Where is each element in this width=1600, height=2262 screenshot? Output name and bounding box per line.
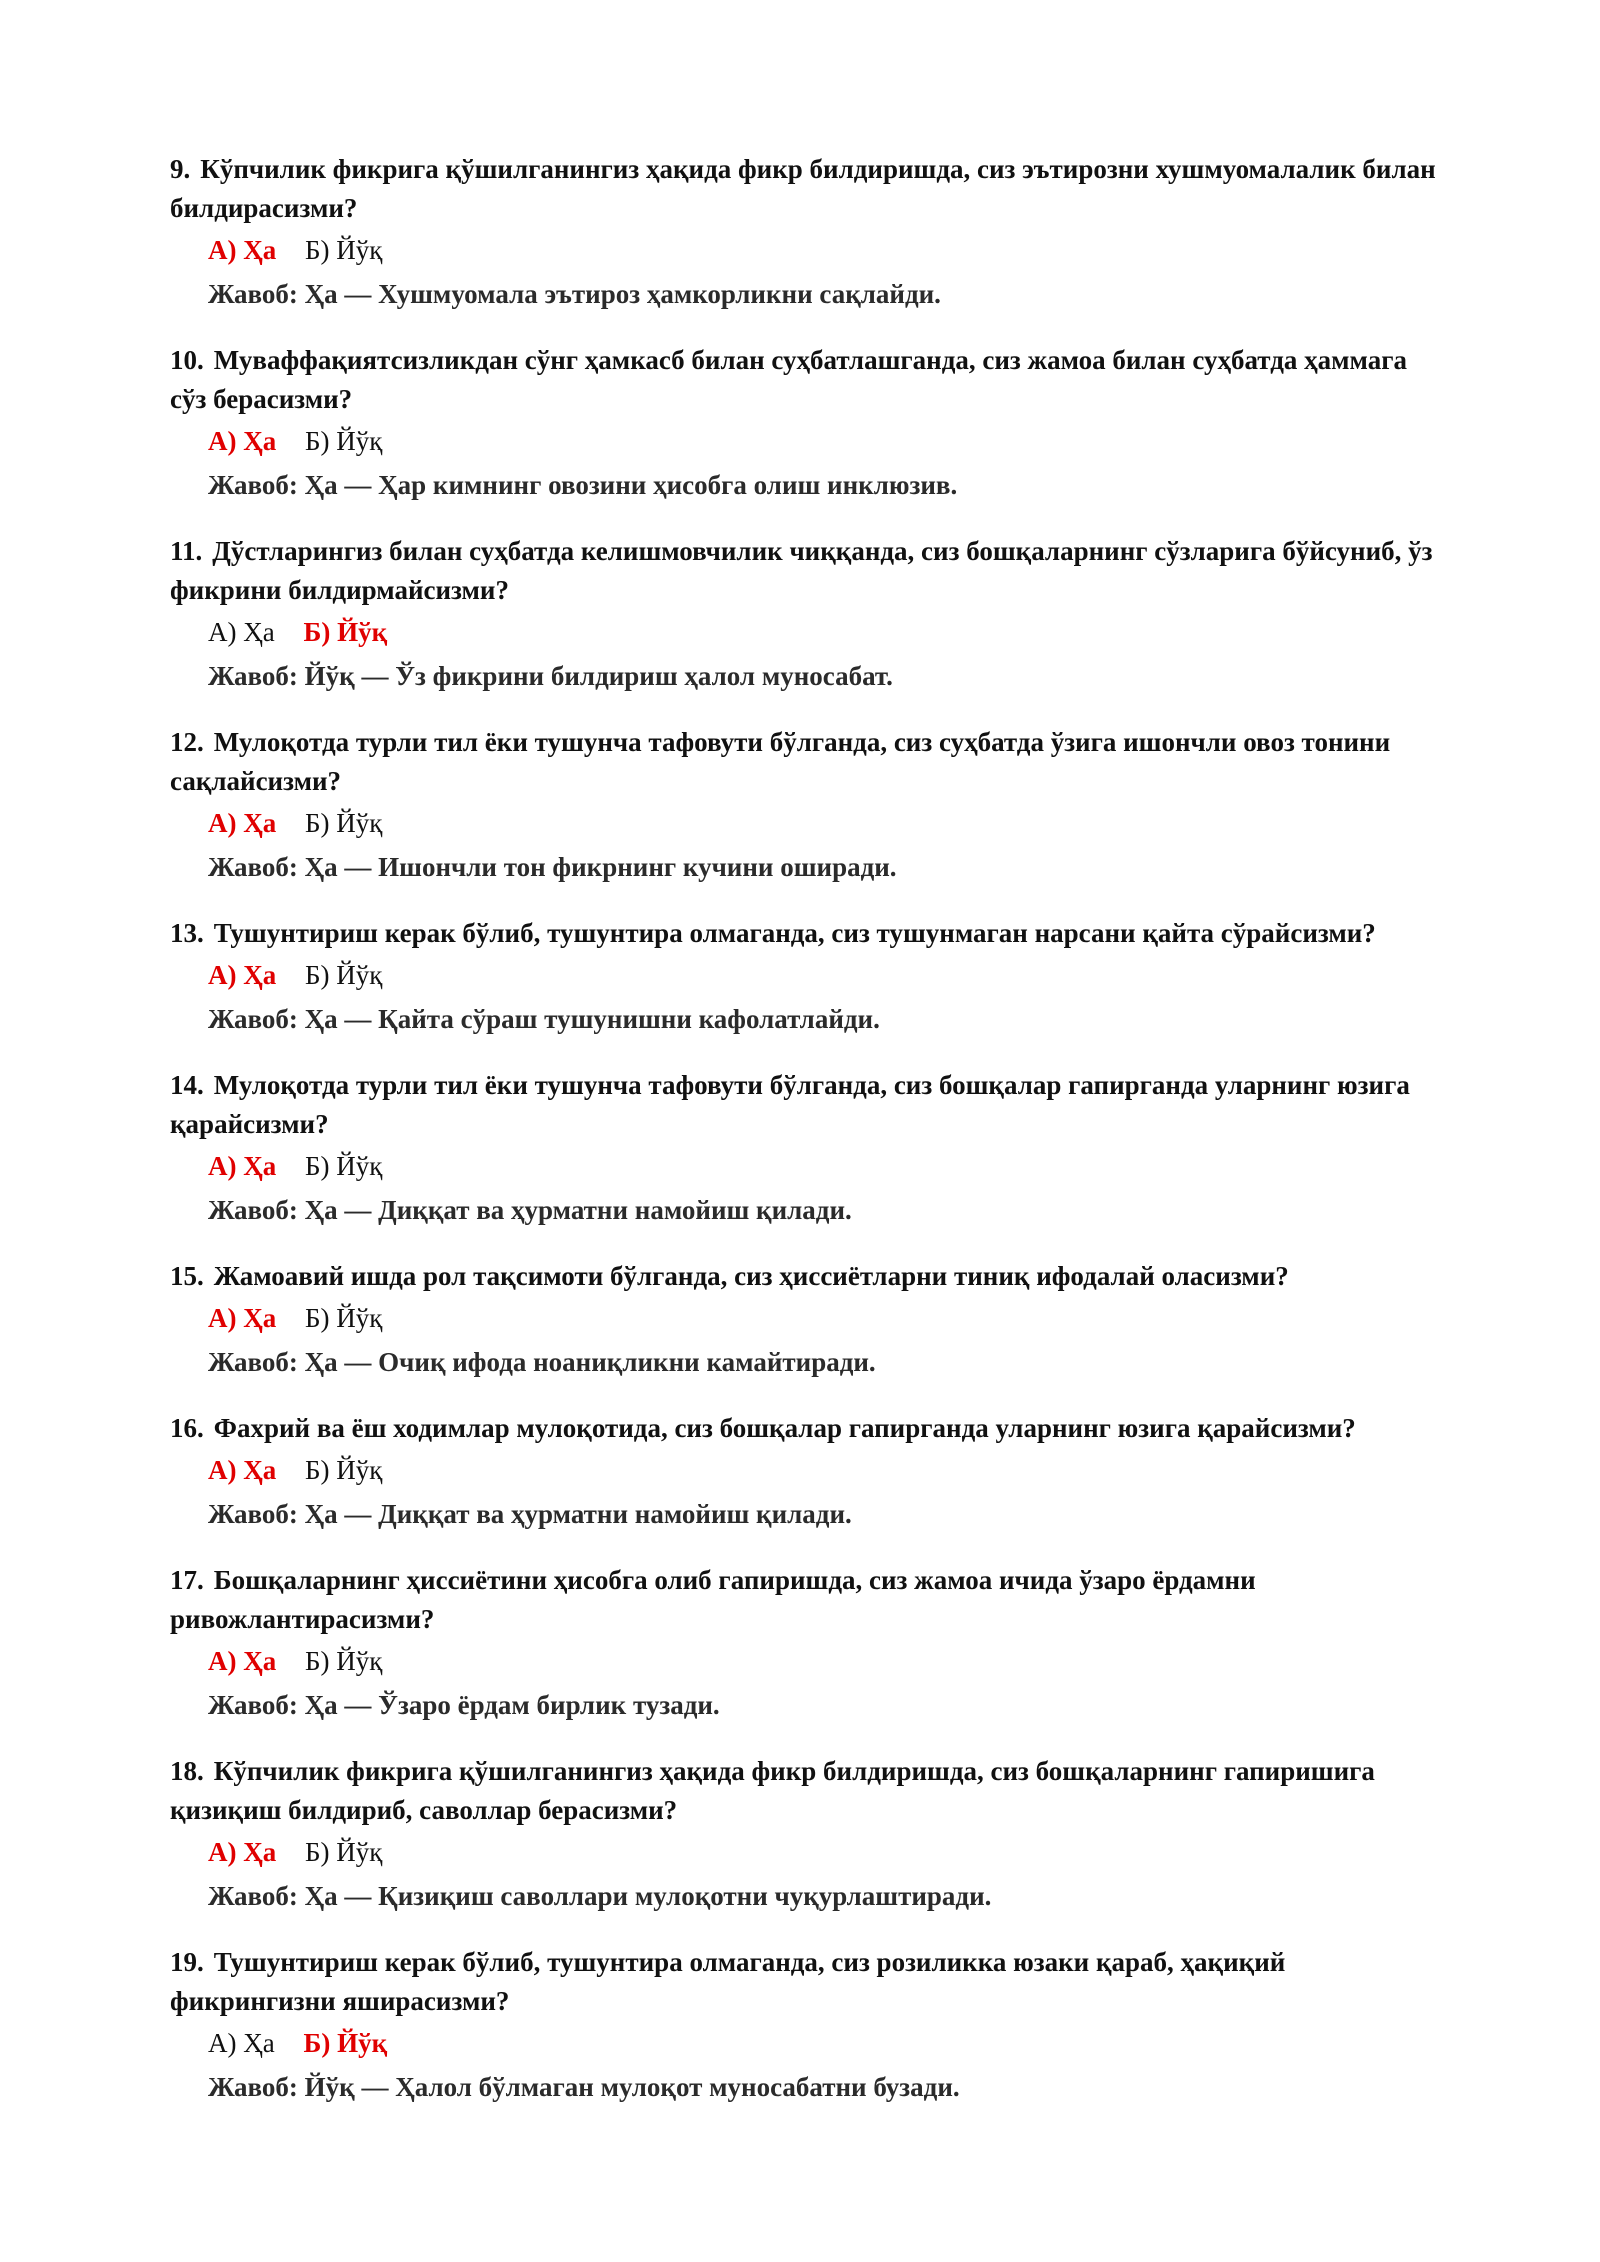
- question-number: 13.: [170, 918, 204, 948]
- question-number: 11.: [170, 536, 203, 566]
- option-b[interactable]: Б) Йўқ: [305, 1303, 383, 1333]
- options-row: [208, 1641, 1440, 1681]
- question-text: [170, 914, 1440, 953]
- question-number: 18.: [170, 1756, 204, 1786]
- question-body: Кўпчилик фикрига қўшилганингиз ҳақида фикр билдиришда, сиз эътирозни хушмуомалалик билан билдирасизми?: [170, 154, 1436, 223]
- question-text: [170, 723, 1440, 801]
- options-row: [208, 230, 1440, 270]
- question-text: [170, 1943, 1440, 2021]
- question-text: [170, 1409, 1440, 1448]
- answer-line: Жавоб: Ҳа — Диққат ва ҳурматни намойиш қилади.: [208, 1195, 852, 1225]
- options-row: [208, 1450, 1440, 1490]
- option-b[interactable]: Б) Йўқ: [305, 1455, 383, 1485]
- question-number: 19.: [170, 1947, 204, 1977]
- question-text: [170, 341, 1440, 419]
- question-text: [170, 1752, 1440, 1830]
- options-row: [208, 1832, 1440, 1872]
- question-body: Фахрий ва ёш ходимлар мулоқотида, сиз бошқалар гапирганда уларнинг юзига қарайсизми?: [213, 1413, 1356, 1443]
- answer-line: Жавоб: Йўқ — Ҳалол бўлмаган мулоқот муносабатни бузади.: [208, 2072, 960, 2102]
- question-number: 12.: [170, 727, 204, 757]
- option-a[interactable]: А) Ҳа: [208, 960, 277, 990]
- option-b[interactable]: Б) Йўқ: [303, 2028, 388, 2058]
- question-block: [170, 1257, 1440, 1382]
- answer-line: Жавоб: Ҳа — Ўзаро ёрдам бирлик тузади.: [208, 1690, 720, 1720]
- question-number: 9.: [170, 154, 191, 184]
- question-number: 16.: [170, 1413, 204, 1443]
- question-body: Тушунтириш керак бўлиб, тушунтира олмаганда, сиз розиликка юзаки қараб, ҳақиқий фикрингизни яширасизми?: [170, 1947, 1286, 2016]
- option-a[interactable]: А) Ҳа: [208, 808, 277, 838]
- option-a[interactable]: А) Ҳа: [208, 235, 277, 265]
- question-body: Кўпчилик фикрига қўшилганингиз ҳақида фикр билдиришда, сиз бошқаларнинг гапиришига қизиқиш билдириб, саволлар берасизми?: [170, 1756, 1375, 1825]
- question-block: [170, 1561, 1440, 1725]
- question-body: Тушунтириш керак бўлиб, тушунтира олмаганда, сиз тушунмаган нарсани қайта сўрайсизми?: [213, 918, 1376, 948]
- answer-line: Жавоб: Ҳа — Диққат ва ҳурматни намойиш қилади.: [208, 1499, 852, 1529]
- question-block: [170, 1066, 1440, 1230]
- document-page: [170, 150, 1440, 2134]
- question-block: [170, 723, 1440, 887]
- options-row: [208, 2023, 1440, 2063]
- question-text: [170, 532, 1440, 610]
- question-block: [170, 341, 1440, 505]
- answer-line: Жавоб: Ҳа — Очиқ ифода ноаниқликни камайтиради.: [208, 1347, 876, 1377]
- question-block: [170, 914, 1440, 1039]
- answer-line: Жавоб: Ҳа — Қизиқиш саволлари мулоқотни чуқурлаштиради.: [208, 1881, 992, 1911]
- option-b[interactable]: Б) Йўқ: [305, 1646, 383, 1676]
- question-number: 15.: [170, 1261, 204, 1291]
- option-a[interactable]: А) Ҳа: [208, 1837, 277, 1867]
- options-row: [208, 955, 1440, 995]
- question-number: 14.: [170, 1070, 204, 1100]
- question-block: [170, 1409, 1440, 1534]
- option-a[interactable]: А) Ҳа: [208, 617, 275, 647]
- option-b[interactable]: Б) Йўқ: [305, 235, 383, 265]
- question-body: Мулоқотда турли тил ёки тушунча тафовути бўлганда, сиз суҳбатда ўзига ишончли овоз тонини сақлайсизми?: [170, 727, 1391, 796]
- option-a[interactable]: А) Ҳа: [208, 426, 277, 456]
- question-block: [170, 150, 1440, 314]
- question-number: 10.: [170, 345, 204, 375]
- option-b[interactable]: Б) Йўқ: [305, 1151, 383, 1181]
- question-text: [170, 150, 1440, 228]
- options-row: [208, 1146, 1440, 1186]
- option-b[interactable]: Б) Йўқ: [305, 808, 383, 838]
- option-b[interactable]: Б) Йўқ: [305, 960, 383, 990]
- question-number: 17.: [170, 1565, 204, 1595]
- question-block: [170, 532, 1440, 696]
- option-b[interactable]: Б) Йўқ: [303, 617, 388, 647]
- question-body: Жамоавий ишда рол тақсимоти бўлганда, сиз ҳиссиётларни тиниқ ифодалай оласизми?: [213, 1261, 1289, 1291]
- option-a[interactable]: А) Ҳа: [208, 2028, 275, 2058]
- question-body: Муваффақиятсизликдан сўнг ҳамкасб билан суҳбатлашганда, сиз жамоа билан суҳбатда ҳаммага сўз берасизми?: [170, 345, 1407, 414]
- question-block: [170, 1943, 1440, 2107]
- question-text: [170, 1257, 1440, 1296]
- answer-line: Жавоб: Ҳа — Қайта сўраш тушунишни кафолатлайди.: [208, 1004, 880, 1034]
- options-row: [208, 1298, 1440, 1338]
- option-a[interactable]: А) Ҳа: [208, 1303, 277, 1333]
- question-text: [170, 1066, 1440, 1144]
- question-body: Бошқаларнинг ҳиссиётини ҳисобга олиб гапиришда, сиз жамоа ичида ўзаро ёрдамни ривожлантирасизми?: [170, 1565, 1256, 1634]
- answer-line: Жавоб: Ҳа — Ҳар кимнинг овозини ҳисобга олиш инклюзив.: [208, 470, 958, 500]
- options-row: [208, 612, 1440, 652]
- question-text: [170, 1561, 1440, 1639]
- question-body: Мулоқотда турли тил ёки тушунча тафовути бўлганда, сиз бошқалар гапирганда уларнинг юзига қарайсизми?: [170, 1070, 1410, 1139]
- option-a[interactable]: А) Ҳа: [208, 1151, 277, 1181]
- options-row: [208, 803, 1440, 843]
- answer-line: Жавоб: Ҳа — Хушмуомала эътироз ҳамкорликни сақлайди.: [208, 279, 941, 309]
- option-a[interactable]: А) Ҳа: [208, 1646, 277, 1676]
- question-block: [170, 1752, 1440, 1916]
- answer-line: Жавоб: Йўқ — Ўз фикрини билдириш ҳалол муносабат.: [208, 661, 893, 691]
- question-body: Дўстларингиз билан суҳбатда келишмовчилик чиққанда, сиз бошқаларнинг сўзларига бўйсуниб, ўз фикрини билдирмайсизми?: [170, 536, 1433, 605]
- option-b[interactable]: Б) Йўқ: [305, 1837, 383, 1867]
- options-row: [208, 421, 1440, 461]
- option-b[interactable]: Б) Йўқ: [305, 426, 383, 456]
- answer-line: Жавоб: Ҳа — Ишончли тон фикрнинг кучини оширади.: [208, 852, 897, 882]
- option-a[interactable]: А) Ҳа: [208, 1455, 277, 1485]
